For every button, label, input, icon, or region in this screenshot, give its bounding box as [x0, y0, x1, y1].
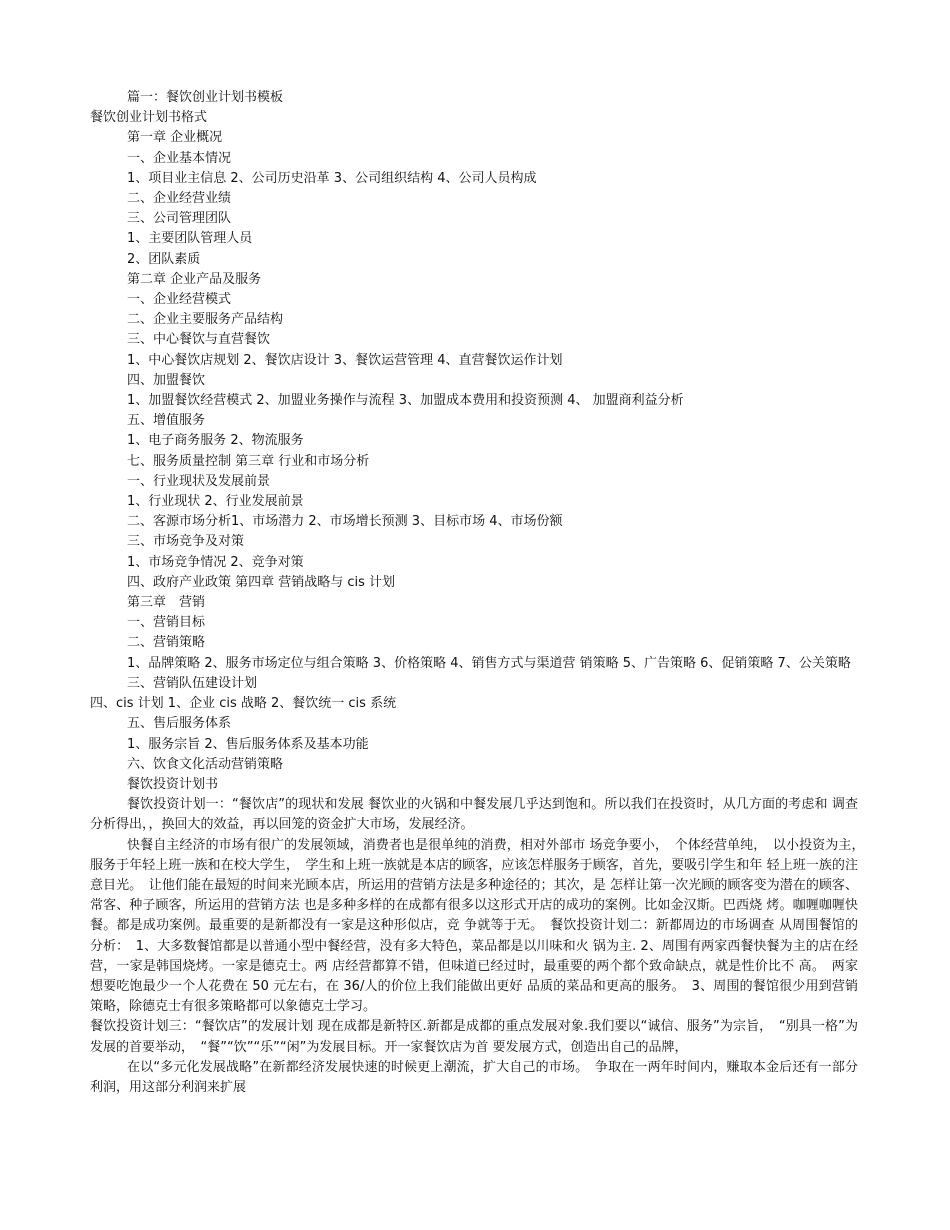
outline-line: 1、市场竞争情况 2、竞争对策	[127, 554, 304, 570]
outline-section-a	[90, 88, 858, 654]
outline-wrapped-item: 1、品牌策略 2、服务市场定位与组合策略 3、价格策略 4、销售方式与渠道营 销策略 5、广告策略 6、促销策略 7、公关策略	[127, 655, 851, 671]
outline-line: 1、服务宗旨 2、售后服务体系及基本功能	[127, 736, 369, 752]
outline-line: 二、客源市场分析1、市场潜力 2、市场增长预测 3、目标市场 4、市场份额	[127, 514, 563, 530]
document-page	[90, 88, 872, 1098]
outline-line: 四、cis 计划 1、企业 cis 战略 2、餐饮统一 cis 系统	[90, 696, 397, 712]
outline-line: 二、企业主要服务产品结构	[127, 312, 284, 328]
outline-line: 2、团队素质	[127, 251, 201, 267]
body-paragraph: 餐饮投资计划一：“餐饮店”的现状和发展 餐饮业的火锅和中餐发展几乎达到饱和。所以我们在投资时，从几方面的考虑和 调查分析得出，，换回大的效益，再以回笼的资金扩大市场，发展经济。	[90, 797, 858, 833]
outline-line: 第二章 企业产品及服务	[127, 271, 262, 287]
outline-line: 六、饮食文化活动营销策略	[127, 756, 284, 772]
outline-line: 篇一：餐饮创业计划书模板	[127, 90, 284, 105]
body-paragraph: 在以“多元化发展战略”在新都经济发展快速的时候更上潮流，扩大自己的市场。 争取在一两年时间内，赚取本金后还有一部分利润，用这部分利润来扩展	[90, 1059, 858, 1095]
outline-line: 餐饮投资计划书	[127, 776, 219, 792]
outline-line: 一、企业经营模式	[127, 292, 232, 308]
outline-line: 一、企业基本情况	[127, 150, 232, 166]
outline-line: 五、售后服务体系	[127, 716, 232, 732]
outline-line: 1、主要团队管理人员	[127, 231, 253, 247]
outline-line: 三、营销队伍建设计划	[127, 675, 258, 691]
body-paragraphs	[90, 795, 872, 1098]
outline-section-b	[90, 674, 858, 795]
outline-line: 三、市场竞争及对策	[127, 534, 245, 550]
outline-line: 一、营销目标	[127, 615, 206, 631]
outline-line: 餐饮创业计划书格式	[90, 110, 208, 126]
outline-line: 1、项目业主信息 2、公司历史沿革 3、公司组织结构 4、公司人员构成	[127, 170, 537, 186]
outline-line: 1、加盟餐饮经营模式 2、加盟业务操作与流程 3、加盟成本费用和投资预测 4、 加盟商利益分析	[127, 393, 684, 409]
body-paragraph: 餐饮投资计划三：“餐饮店”的发展计划 现在成都是新特区.新都是成都的重点发展对象.我们要以“诚信、服务”为宗旨， “别具一格”为发展的首要举动， “餐”“饮”“乐”“闲”为发展目标。开一家餐饮店为首 要发展方式，创造出自己的品牌，	[90, 1019, 858, 1055]
outline-line: 1、电子商务服务 2、物流服务	[127, 433, 304, 449]
outline-line: 第一章 企业概况	[127, 130, 223, 146]
outline-line: 第三章 营销	[127, 595, 206, 611]
body-paragraph: 快餐自主经济的市场有很广的发展领域，消费者也是很单纯的消费，相对外部市 场竞争要小， 个体经营单纯， 以小投资为主， 服务于年轻上班一族和在校大学生， 学生和上班一族就是本店的顾客，应该怎样服务于顾客，首先，要吸引学生和年 轻上班一族的注意目光。 让他们能在最短的时间来光顾本店，所运用的营销方法是多种途径的；其次，是 怎样让第一次光顾的顾客变为潜在的顾客、常客、种子顾客，所运用的营销方法 也是多种多样的在成都有很多以这形式开店的成功的案例。比如金汉斯。巴西烧 烤。咖喱咖喱快餐。都是成功案例。最重要的是新都没有一家是这种形似店，竞 争就等于无。 餐饮投资计划二：新都周边的市场调查 从周围餐馆的分析： 1、大多数餐馆都是以普通小型中餐经营，没有多大特色，菜品都是以川味和火 锅为主. 2、周围有两家西餐快餐为主的店在经营，一家是韩国烧烤。一家是德克士。两 店经营都算不错，但味道已经过时，最重要的两个都个致命缺点，就是性价比不 高。 两家想要吃饱最少一个人花费在 50 元左右，在 36/人的价位上我们能做出更好 品质的菜品和更高的服务。 3、周围的餐馆很少用到营销策略，除德克士有很多策略都可以象德克士学习。	[90, 837, 872, 1015]
outline-line: 1、行业现状 2、行业发展前景	[127, 494, 304, 510]
outline-line: 三、中心餐饮与直营餐饮	[127, 332, 271, 348]
outline-line: 四、加盟餐饮	[127, 372, 206, 388]
outline-line: 1、中心餐饮店规划 2、餐饮店设计 3、餐饮运营管理 4、直营餐饮运作计划	[127, 352, 563, 368]
outline-line: 三、公司管理团队	[127, 211, 232, 227]
outline-line: 七、服务质量控制 第三章 行业和市场分析	[127, 453, 370, 469]
outline-line: 一、行业现状及发展前景	[127, 473, 271, 489]
outline-line: 四、政府产业政策 第四章 营销战略与 cis 计划	[127, 574, 396, 590]
outline-line: 五、增值服务	[127, 413, 206, 429]
outline-line: 二、营销策略	[127, 635, 206, 651]
outline-line: 二、企业经营业绩	[127, 191, 232, 207]
